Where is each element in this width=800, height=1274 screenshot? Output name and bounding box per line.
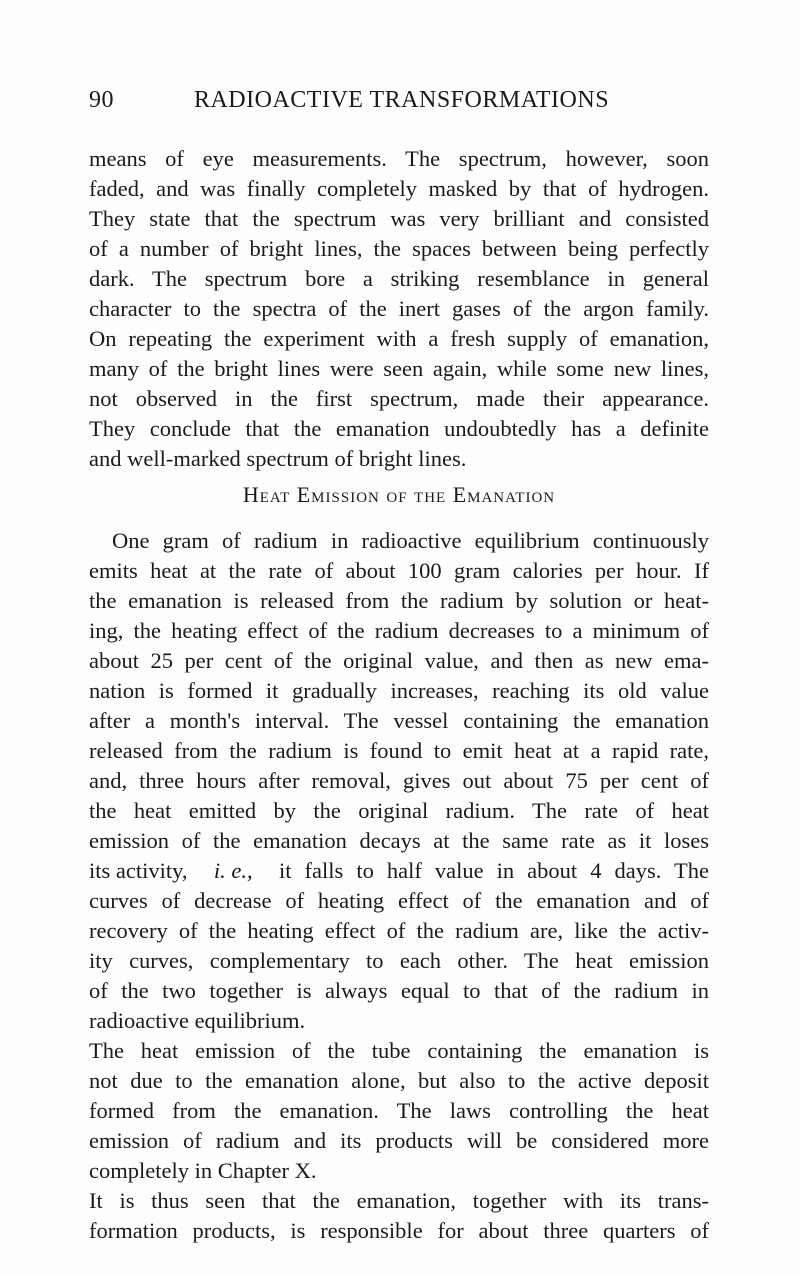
text-line: after a month's interval. The vessel containing the emanation (89, 708, 709, 733)
text-line: many of the bright lines were seen again, while some new lines, (89, 356, 709, 381)
text-line: dark. The spectrum bore a striking resemblance in general (89, 266, 709, 291)
text-line: character to the spectra of the inert gases of the argon family. (89, 296, 709, 321)
text-line: of the two together is always equal to that of the radium in (89, 978, 709, 1003)
text-line: released from the radium is found to emit heat at a rapid rate, (89, 738, 709, 763)
text-line: curves of decrease of heating effect of the emanation and of (89, 888, 709, 913)
text-line: formation products, is responsible for about three quarters of (89, 1218, 709, 1243)
text-line: ity curves, complementary to each other. The heat emission (89, 948, 709, 973)
text-line: the heat emitted by the original radium. The rate of heat (89, 798, 709, 823)
text-line: the emanation is released from the radium by solution or heat- (89, 588, 709, 613)
text-line: of a number of bright lines, the spaces between being perfectly (89, 236, 709, 261)
text-line: It is thus seen that the emanation, together with its trans- (89, 1188, 709, 1213)
text-line: completely in Chapter X. (89, 1158, 317, 1183)
text-line: nation is formed it gradually increases, reaching its old value (89, 678, 709, 703)
text-line: and well-marked spectrum of bright lines. (89, 446, 467, 471)
text-line: ing, the heating effect of the radium decreases to a minimum of (89, 618, 709, 643)
text-line: radioactive equilibrium. (89, 1008, 306, 1033)
text-line: recovery of the heating effect of the radium are, like the activ- (89, 918, 709, 943)
text-line: emission of the emanation decays at the same rate as it loses (89, 828, 709, 853)
text-fragment: its activity, (89, 858, 188, 883)
text-line: One gram of radium in radioactive equilibrium continuously (112, 528, 709, 553)
text-line: They conclude that the emanation undoubtedly has a definite (89, 416, 709, 441)
text-line: not observed in the first spectrum, made their appearance. (89, 386, 709, 411)
text-line: about 25 per cent of the original value, and then as new ema- (89, 648, 709, 673)
text-line: The heat emission of the tube containing the emanation is (89, 1038, 709, 1063)
section-heading: Heat Emission of the Emanation (242, 482, 556, 507)
running-header (89, 87, 709, 114)
text-line: emits heat at the rate of about 100 gram calories per hour. If (89, 558, 709, 583)
text-line: faded, and was finally completely masked by that of hydrogen. (89, 176, 709, 201)
text-line: means of eye measurements. The spectrum, however, soon (89, 146, 709, 171)
page-number: 90 (89, 87, 114, 113)
text-line: They state that the spectrum was very brilliant and consisted (89, 206, 709, 231)
text-line: not due to the emanation alone, but also to the active deposit (89, 1068, 709, 1093)
text-line: On repeating the experiment with a fresh supply of emanation, (89, 326, 709, 351)
text-line-mixed (89, 856, 709, 886)
italic-abbreviation: i. e., (213, 858, 253, 883)
text-line: formed from the emanation. The laws controlling the heat (89, 1098, 709, 1123)
text-line: emission of radium and its products will be considered more (89, 1128, 709, 1153)
text-line: and, three hours after removal, gives out about 75 per cent of (89, 768, 709, 793)
text-fragment: it falls to half value in about 4 days. The (279, 858, 709, 883)
running-title: RADIOACTIVE TRANSFORMATIONS (193, 87, 610, 113)
